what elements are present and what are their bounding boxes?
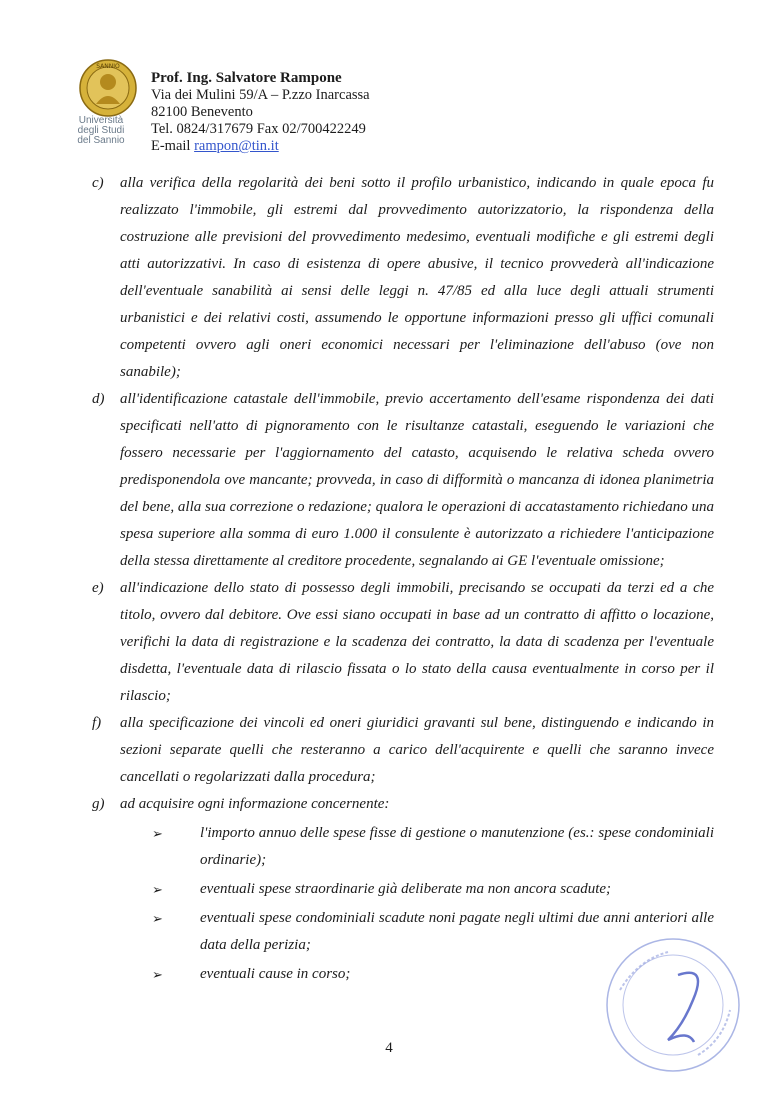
item-text: all'identificazione catastale dell'immobile, previo accertamento dell'esame rispondenza dei dati specificati nell'atto di pignoramento con le risultanze catastali, eseguendo le variazioni che fossero necessarie per l'aggiornamento del catasto, acquisendo le relativa scheda ovvero predisponendola ove mancante; provveda, in caso di difformità o mancanza di idonea planimetria del bene, alla sua correzione o redazione; qualora le operazioni di accatastamento richiedano una spesa superiore alla somma di euro 1.000 il consulente è autorizzato a richiedere l'anticipazione della stessa direttamente al creditore procedente, segnalando ai GE l'eventuale omissione;: [120, 391, 714, 569]
postal-line: 82100 Benevento: [151, 104, 253, 120]
item-text: alla specificazione dei vincoli ed oneri giuridici gravanti sul bene, distinguendo e indicando in sezioni separate quelli che resteranno a carico dell'acquirente e quelli che saranno invece cancellati o regolarizzati dalla procedura;: [120, 715, 714, 785]
arrow-bullet-icon: ➢: [152, 882, 163, 897]
bullet-text: eventuali cause in corso;: [200, 966, 351, 982]
list-item-c: [82, 170, 714, 386]
document-body: [82, 170, 714, 990]
arrow-bullet-icon: ➢: [152, 911, 163, 926]
email-row: [151, 138, 370, 155]
list-item-e: [82, 575, 714, 710]
item-label: e): [92, 580, 104, 596]
email-label: E-mail: [151, 138, 195, 154]
seal-text: SANNIO: [96, 63, 120, 70]
university-name-line: del Sannio: [77, 135, 125, 146]
item-text: alla verifica della regolarità dei beni sotto il profilo urbanistico, indicando in quale epoca fu realizzato l'immobile, gli estremi dal provvedimento autorizzatorio, la rispondenza della costruzione alle previsioni del provvedimento medesimo, eventuali modifiche e gli estremi degli atti autorizzativi. In caso di esistenza di opere abusive, il tecnico provvederà all'indicazione dell'eventuale sanabilità ai sensi delle leggi n. 47/85 ed alla luce degli attuali strumenti urbanistici e dei relativi costi, assumendo le opportune informazioni presso gli uffici comunali competenti ovvero agli oneri economici necessari per l'eliminazione dell'abuso (ove non sanabile);: [120, 175, 714, 380]
university-seal-icon: [78, 58, 138, 118]
email-link[interactable]: rampon@tin.it: [194, 138, 279, 154]
letterhead: [58, 58, 658, 158]
item-label: d): [92, 391, 105, 407]
item-text: all'indicazione dello stato di possesso degli immobili, precisando se occupati da terzi ed a che titolo, ovvero dal debitore. Ove essi siano occupati in base ad un contratto di affitto o locazione, verifichi la data di registrazione e la scadenza dei contratto, la data di scadenza per l'eventuale disdetta, l'eventuale data di rilascio fissata o lo stato della causa eventualmente in corso per il rilascio;: [120, 580, 714, 704]
address-line: Via dei Mulini 59/A – P.zzo Inarcassa: [151, 87, 370, 103]
official-stamp-icon: [598, 930, 748, 1080]
list-item-g: [82, 791, 714, 818]
bullet-text: eventuali spese straordinarie già deliberate ma non ancora scadute;: [200, 881, 612, 897]
university-name: [58, 116, 144, 146]
bullet-item: [152, 876, 714, 903]
university-name-line: degli Studi: [77, 125, 125, 136]
contact-block: [151, 70, 370, 155]
item-label: f): [92, 715, 102, 731]
page-number: 4: [385, 1040, 393, 1056]
list-item-d: [82, 386, 714, 575]
arrow-bullet-icon: ➢: [152, 826, 163, 841]
bullet-text: l'importo annuo delle spese fisse di gestione o manutenzione (es.: spese condominiali ordinarie);: [200, 825, 714, 868]
phone-fax: Tel. 0824/317679 Fax 02/700422249: [151, 121, 366, 137]
university-logo: [58, 58, 144, 158]
item-label: c): [92, 175, 104, 191]
item-label: g): [92, 796, 105, 812]
arrow-bullet-icon: ➢: [152, 967, 163, 982]
list-item-f: [82, 710, 714, 791]
bullet-item: [152, 820, 714, 874]
item-text: ad acquisire ogni informazione concernente:: [120, 796, 390, 812]
university-name-line: Università: [78, 115, 124, 126]
author-name: Prof. Ing. Salvatore Rampone: [151, 70, 342, 86]
signature-icon: [668, 973, 698, 1042]
bullet-text: eventuali spese condominiali scadute noni pagate negli ultimi due anni anteriori alle data della perizia;: [200, 910, 714, 953]
